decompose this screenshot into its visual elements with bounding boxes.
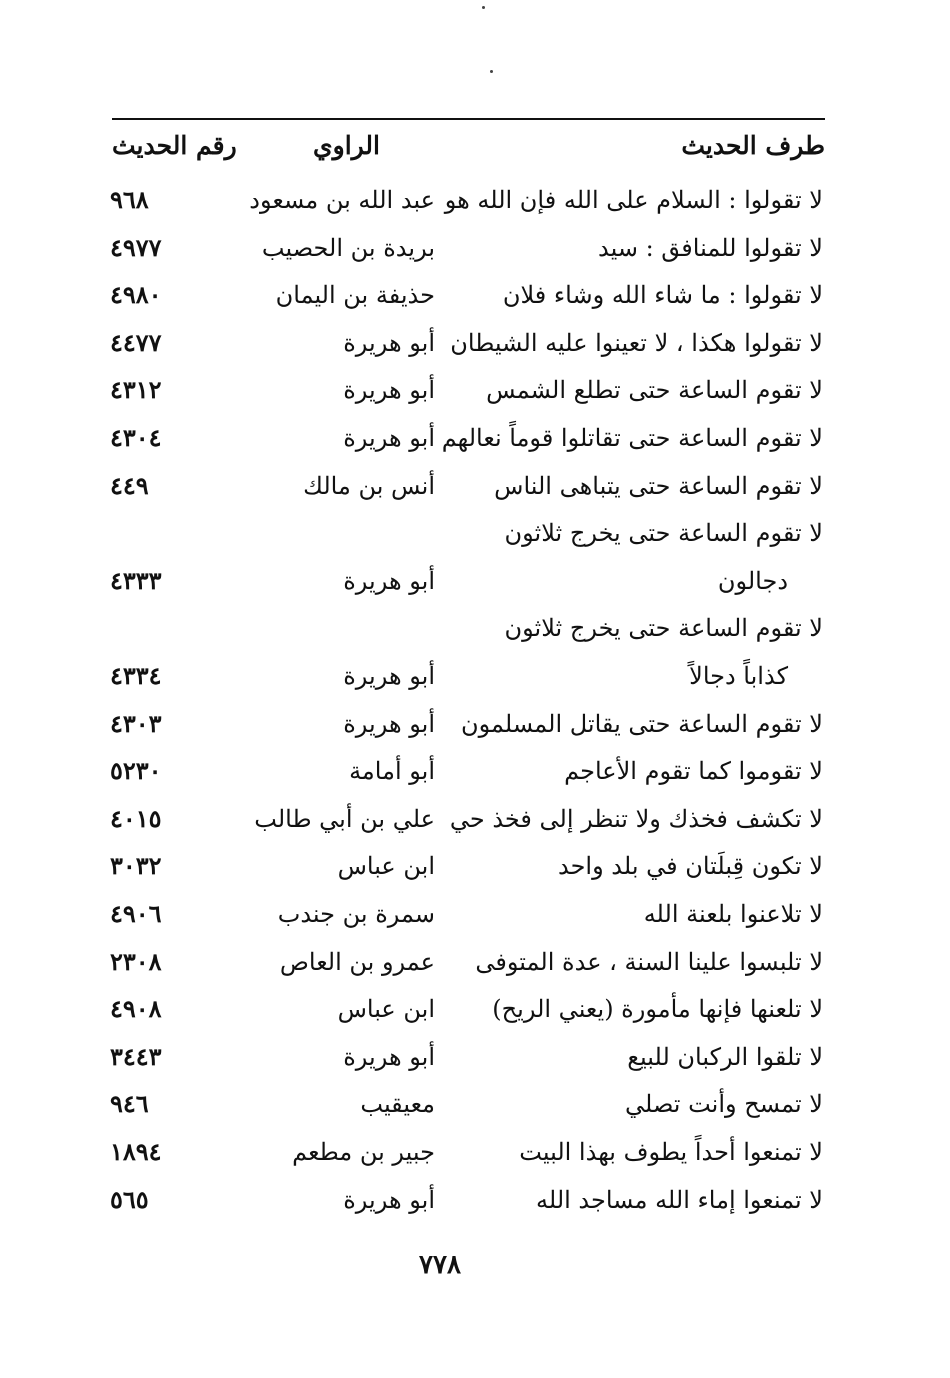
table-row <box>0 466 950 506</box>
hadith-text: كذاباً دجالاً <box>689 662 788 690</box>
hadith-text: لا تقوم الساعة حتى تطلع الشمس <box>486 376 823 405</box>
hadith-number: ١٨٩٤ <box>110 1137 162 1166</box>
narrator-name: أبو هريرة <box>343 662 435 690</box>
hadith-number: ٤٣١٢ <box>110 375 162 405</box>
table-row <box>0 228 950 268</box>
table-row <box>0 608 950 648</box>
table-row <box>0 1037 950 1077</box>
hadith-number: ٤٣٣٣ <box>110 565 162 595</box>
hadith-number: ٤٣٠٤ <box>110 423 162 452</box>
hadith-text: لا تقولوا : السلام على الله فإن الله هو <box>444 186 823 214</box>
table-row <box>0 513 950 553</box>
table-row <box>0 989 950 1029</box>
table-row <box>0 1132 950 1172</box>
hadith-text: لا تكشف فخذك ولا تنظر إلى فخذ حي <box>449 804 823 833</box>
table-row <box>0 418 950 458</box>
hadith-text: لا تلعنها فإنها مأمورة (يعني الريح) <box>492 995 823 1024</box>
hadith-number: ٤٩٧٧ <box>110 232 162 262</box>
hadith-number: ٣٤٤٣ <box>110 1041 162 1071</box>
hadith-text: لا تكون قِبلَتان في بلد واحد <box>557 852 823 881</box>
table-row <box>0 656 950 696</box>
column-header-narrator: الراوي <box>313 131 380 160</box>
narrator-name: أبو هريرة <box>343 1185 435 1214</box>
table-row <box>0 275 950 315</box>
hadith-number: ٤٣٣٤ <box>110 661 162 690</box>
page-speck-top <box>482 6 485 9</box>
table-row <box>0 704 950 744</box>
narrator-name: حذيفة بن اليمان <box>275 281 435 310</box>
narrator-name: أبو هريرة <box>343 709 435 738</box>
hadith-number: ٤٤٩ <box>110 470 149 500</box>
hadith-number: ٣٠٣٢ <box>110 851 162 881</box>
narrator-name: أبو هريرة <box>343 376 435 405</box>
column-header-number: رقم الحديث <box>112 131 237 160</box>
hadith-text: لا تقوم الساعة حتى يخرج ثلاثون <box>504 519 823 548</box>
narrator-name: أبو هريرة <box>343 566 435 595</box>
table-row <box>0 799 950 839</box>
hadith-number: ٤٠١٥ <box>110 803 162 833</box>
page-number: ٧٧٨ <box>419 1250 461 1280</box>
page-speck-upper <box>490 70 493 73</box>
hadith-text: لا تقوم الساعة حتى يقاتل المسلمون <box>461 709 823 738</box>
narrator-name: أنس بن مالك <box>303 471 435 500</box>
narrator-name: سمرة بن جندب <box>277 900 435 928</box>
hadith-text: لا تلبسوا علينا السنة ، عدة المتوفى <box>475 947 823 976</box>
narrator-name: أبو أمامة <box>349 757 435 786</box>
hadith-text: لا تقوم الساعة حتى يتباهى الناس <box>494 471 823 500</box>
column-header-hadith: طرف الحديث <box>681 131 825 160</box>
hadith-number: ٤٣٠٣ <box>110 708 162 738</box>
hadith-text: لا تقوم الساعة حتى يخرج ثلاثون <box>504 614 823 643</box>
table-row <box>0 751 950 791</box>
hadith-text: لا تمنعوا إماء الله مساجد الله <box>536 1185 823 1214</box>
narrator-name: عبد الله بن مسعود <box>249 186 435 214</box>
narrator-name: بريدة بن الحصيب <box>261 233 435 262</box>
hadith-number: ٤٩٠٨ <box>110 994 162 1024</box>
narrator-name: ابن عباس <box>337 995 435 1024</box>
narrator-name: ابن عباس <box>337 852 435 881</box>
narrator-name: أبو هريرة <box>343 424 435 452</box>
hadith-text: لا تقولوا للمنافق : سيد <box>597 233 823 262</box>
table-row <box>0 846 950 886</box>
hadith-number: ٢٣٠٨ <box>110 946 162 976</box>
narrator-name: أبو هريرة <box>343 1042 435 1071</box>
table-row <box>0 323 950 363</box>
hadith-text: لا تقوموا كما تقوم الأعاجم <box>564 757 823 786</box>
narrator-name: علي بن أبي طالب <box>254 804 435 833</box>
narrator-name: جبير بن مطعم <box>292 1138 435 1166</box>
table-row <box>0 561 950 601</box>
table-row <box>0 370 950 410</box>
hadith-number: ٤٩٨٠ <box>110 280 162 310</box>
narrator-name: معيقيب <box>360 1090 435 1119</box>
hadith-number: ٩٦٨ <box>110 185 149 214</box>
hadith-number: ٥٦٥ <box>110 1184 149 1214</box>
hadith-text: لا تلاعنوا بلعنة الله <box>643 900 823 928</box>
hadith-text: لا تمنعوا أحداً يطوف بهذا البيت <box>519 1138 823 1166</box>
table-row <box>0 1180 950 1220</box>
hadith-text: دجالون <box>717 566 788 595</box>
hadith-text: لا تقولوا : ما شاء الله وشاء فلان <box>502 281 823 310</box>
hadith-number: ٥٢٣٠ <box>110 756 162 786</box>
header-rule <box>112 118 825 120</box>
hadith-number: ٤٤٧٧ <box>110 327 162 357</box>
table-row <box>0 894 950 934</box>
table-row <box>0 180 950 220</box>
hadith-text: لا تقوم الساعة حتى تقاتلوا قوماً نعالهم <box>441 424 823 452</box>
table-row <box>0 1084 950 1124</box>
hadith-number: ٤٩٠٦ <box>110 899 162 928</box>
table-row <box>0 942 950 982</box>
hadith-text: لا تقولوا هكذا ، لا تعينوا عليه الشيطان <box>450 328 823 357</box>
narrator-name: عمرو بن العاص <box>279 947 435 976</box>
narrator-name: أبو هريرة <box>343 328 435 357</box>
hadith-text: لا تمسح وأنت تصلي <box>625 1090 823 1119</box>
hadith-text: لا تلقوا الركبان للبيع <box>627 1042 823 1071</box>
hadith-number: ٩٤٦ <box>110 1089 149 1119</box>
